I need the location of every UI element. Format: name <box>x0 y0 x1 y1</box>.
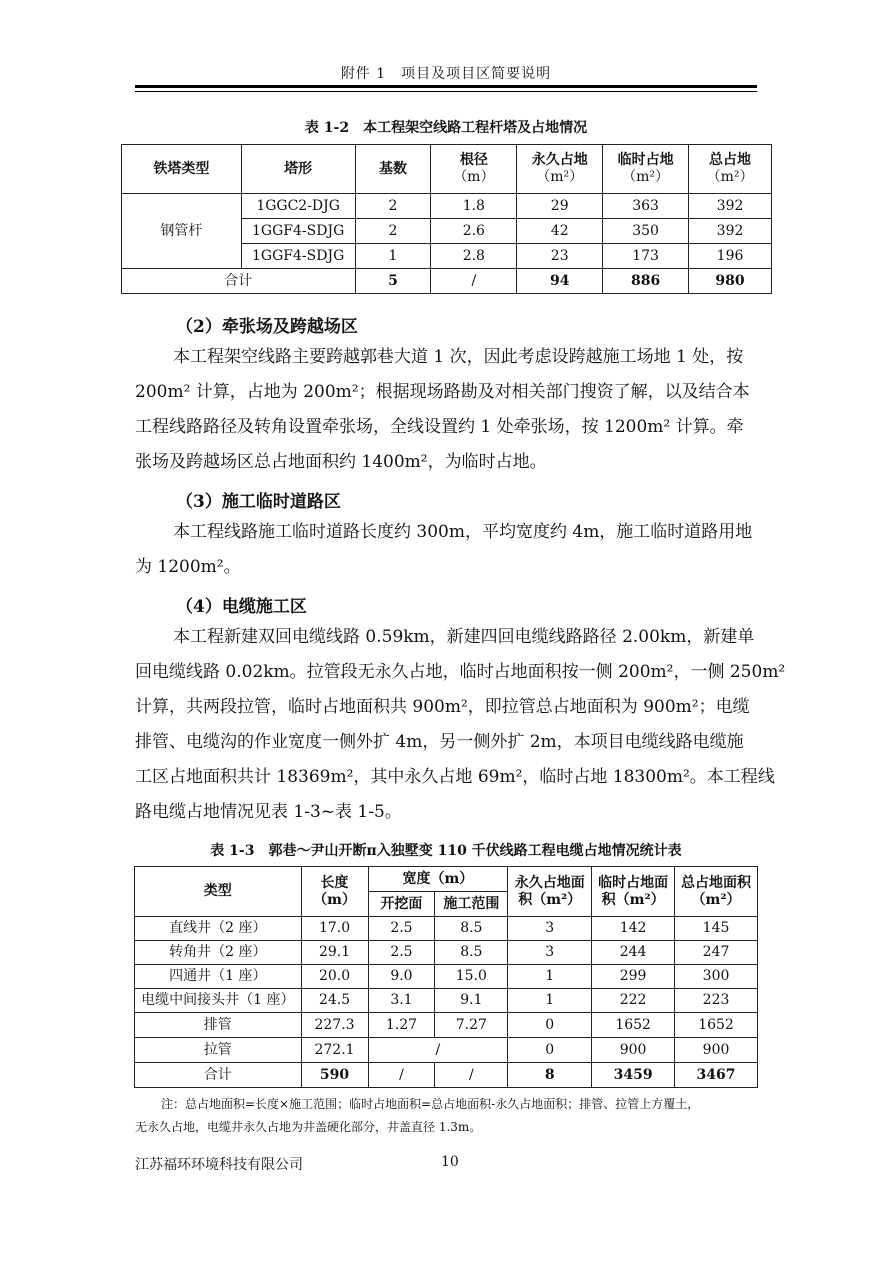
section-heading-4: （4）电缆施工区 <box>176 597 307 617</box>
cell: 9.1 <box>435 989 508 1013</box>
cell: 2.6 <box>431 219 517 244</box>
header-text: 永久占地面 <box>514 874 585 891</box>
paragraph-line: 本工程架空线路主要跨越郭巷大道 1 次，因此考虑设跨越施工场地 1 处，按 <box>173 347 744 367</box>
paragraph-line: 200m² 计算，占地为 200m²；根据现场路勘及对相关部门搜资了解，以及结合本 <box>135 382 750 402</box>
cell: 转角井（2 座） <box>135 941 302 965</box>
cell: 244 <box>592 941 675 965</box>
cell: 17.0 <box>301 917 368 941</box>
table-row <box>135 989 758 1013</box>
header-cell <box>431 145 517 194</box>
cell: / <box>435 1063 508 1088</box>
header-unit: （m²） <box>622 169 670 185</box>
cell: 363 <box>603 194 689 219</box>
cell: / <box>368 1038 508 1063</box>
cell: 直线井（2 座） <box>135 917 302 941</box>
header-cell: 类型 <box>135 867 302 917</box>
cell: 1.8 <box>431 194 517 219</box>
paragraph-3 <box>135 515 757 585</box>
table-row <box>135 917 758 941</box>
paragraph-line: 张场及跨越场区总占地面积约 1400m²，为临时占地。 <box>135 452 547 472</box>
page-header: 附件 1 项目及项目区简要说明 <box>340 66 552 82</box>
cell: 299 <box>592 965 675 989</box>
table-row <box>135 1038 758 1063</box>
cell: 8 <box>508 1063 592 1088</box>
section-heading-3: （3）施工临时道路区 <box>176 492 341 512</box>
cell: 2.5 <box>368 941 435 965</box>
header-text: 临时占地 <box>617 152 674 168</box>
cell: 1 <box>508 965 592 989</box>
cell: 3467 <box>675 1063 758 1088</box>
cell: 142 <box>592 917 675 941</box>
header-cell <box>675 867 758 917</box>
cell: 2.8 <box>431 244 517 269</box>
table1-caption: 表 1-2 本工程架空线路工程杆塔及占地情况 <box>304 120 588 136</box>
header-unit: （m²） <box>706 169 754 185</box>
table-row <box>135 965 758 989</box>
cell: 2 <box>355 219 431 244</box>
paragraph-line: 路电缆占地情况见表 1-3~表 1-5。 <box>135 802 402 822</box>
cell: 222 <box>592 989 675 1013</box>
section-heading-2: （2）牵张场及跨越场区 <box>176 317 358 337</box>
cell: 392 <box>689 194 772 219</box>
cell: 886 <box>603 269 689 294</box>
header-rule-thin <box>135 91 757 92</box>
footer-company: 江苏福环环境科技有限公司 <box>135 1157 303 1173</box>
cell: 29 <box>517 194 603 219</box>
total-label: 合计 <box>122 269 356 294</box>
table-note <box>135 1093 757 1139</box>
cell: 173 <box>603 244 689 269</box>
tower-table <box>121 144 772 294</box>
cell: 3 <box>508 917 592 941</box>
paragraph-line: 工程线路路径及转角设置牵张场，全线设置约 1 处牵张场，按 1200m² 计算。牵 <box>135 417 744 437</box>
table-header-row <box>122 145 772 194</box>
paragraph-line: 本工程新建双回电缆线路 0.59km，新建四回电缆线路路径 2.00km，新建单 <box>173 627 755 647</box>
table-row <box>122 194 772 219</box>
cell: 5 <box>355 269 431 294</box>
table-total-row <box>122 269 772 294</box>
paragraph-line: 工区占地面积共计 18369m²，其中永久占地 69m²，临时占地 18300m²。本工程线 <box>135 767 775 787</box>
table-row <box>135 941 758 965</box>
header-unit: （m） <box>313 891 356 908</box>
cell: 3.1 <box>368 989 435 1013</box>
total-label: 合计 <box>135 1063 302 1088</box>
cell: 1 <box>355 244 431 269</box>
cell: 1652 <box>592 1013 675 1038</box>
cell: 900 <box>592 1038 675 1063</box>
paragraph-line: 排管、电缆沟的作业宽度一侧外扩 4m，另一侧外扩 2m，本项目电缆线路电缆施 <box>135 732 744 752</box>
header-unit: （m²） <box>691 891 741 908</box>
cell: 排管 <box>135 1013 302 1038</box>
cell: 227.3 <box>301 1013 368 1038</box>
page-number: 10 <box>441 1154 459 1170</box>
cell: 2.5 <box>368 917 435 941</box>
table2-caption: 表 1-3 郭巷～尹山开断π入独墅变 110 千伏线路工程电缆占地情况统计表 <box>210 843 682 859</box>
cell: 24.5 <box>301 989 368 1013</box>
header-text: 总占地 <box>709 152 752 168</box>
note-line: 无永久占地，电缆井永久占地为井盖硬化部分，井盖直径 1.3m。 <box>135 1120 482 1134</box>
header-text: 长度 <box>320 874 349 891</box>
cell: 196 <box>689 244 772 269</box>
header-unit: （m²） <box>536 169 584 185</box>
header-cell <box>592 867 675 917</box>
cell: 1 <box>508 989 592 1013</box>
header-unit: （m） <box>453 169 495 185</box>
header-cell: 开挖面 <box>368 892 435 917</box>
cell: 350 <box>603 219 689 244</box>
cell: 15.0 <box>435 965 508 989</box>
table-total-row <box>135 1063 758 1088</box>
header-text: 总占地面积 <box>681 874 752 891</box>
cell: 电缆中间接头井（1 座） <box>135 989 302 1013</box>
paragraph-line: 为 1200m²。 <box>135 557 241 577</box>
cell: 1GGC2-DJG <box>241 194 355 219</box>
cell: 300 <box>675 965 758 989</box>
header-cell <box>603 145 689 194</box>
cell: 145 <box>675 917 758 941</box>
cell: 1652 <box>675 1013 758 1038</box>
cell: 0 <box>508 1013 592 1038</box>
group-cell: 钢管杆 <box>122 194 242 269</box>
cell: 四通井（1 座） <box>135 965 302 989</box>
cell: 3 <box>508 941 592 965</box>
cell: 900 <box>675 1038 758 1063</box>
cell: 223 <box>675 989 758 1013</box>
cell: 1GGF4-SDJG <box>241 244 355 269</box>
cell: 23 <box>517 244 603 269</box>
header-cell: 塔形 <box>241 145 355 194</box>
header-rule-thick <box>135 85 757 88</box>
paragraph-2 <box>135 340 757 480</box>
header-cell: 基数 <box>355 145 431 194</box>
cable-table <box>134 866 758 1088</box>
cell: 0 <box>508 1038 592 1063</box>
header-cell <box>517 145 603 194</box>
paragraph-4 <box>135 620 786 830</box>
cell: 9.0 <box>368 965 435 989</box>
header-cell <box>301 867 368 917</box>
header-text: 根径 <box>459 152 488 168</box>
header-cell <box>508 867 592 917</box>
paragraph-line: 计算，共两段拉管，临时占地面积共 900m²，即拉管总占地面积为 900m²；电缆 <box>135 697 750 717</box>
header-text: 永久占地 <box>531 152 588 168</box>
header-cell: 施工范围 <box>435 892 508 917</box>
cell: 1GGF4-SDJG <box>241 219 355 244</box>
cell: 29.1 <box>301 941 368 965</box>
header-cell <box>689 145 772 194</box>
cell: 42 <box>517 219 603 244</box>
cell: / <box>431 269 517 294</box>
note-line: 注：总占地面积=长度×施工范围；临时占地面积=总占地面积-永久占地面积；排管、拉管上方覆土， <box>161 1097 700 1111</box>
table-row <box>135 1013 758 1038</box>
cell: 20.0 <box>301 965 368 989</box>
paragraph-line: 本工程线路施工临时道路长度约 300m，平均宽度约 4m，施工临时道路用地 <box>173 522 753 542</box>
cell: 590 <box>301 1063 368 1088</box>
cell: 94 <box>517 269 603 294</box>
cell: 拉管 <box>135 1038 302 1063</box>
cell: 8.5 <box>435 941 508 965</box>
paragraph-line: 回电缆线路 0.02km。拉管段无永久占地，临时占地面积按一侧 200m²，一侧 250m² <box>135 662 786 682</box>
header-text: 临时占地面 <box>598 874 669 891</box>
cell: / <box>368 1063 435 1088</box>
cell: 1.27 <box>368 1013 435 1038</box>
cell: 980 <box>689 269 772 294</box>
cell: 7.27 <box>435 1013 508 1038</box>
table-header-row <box>135 867 758 892</box>
cell: 272.1 <box>301 1038 368 1063</box>
header-cell: 宽度（m） <box>368 867 508 892</box>
header-unit: 积（m²） <box>601 891 665 908</box>
cell: 247 <box>675 941 758 965</box>
header-unit: 积（m²） <box>518 891 582 908</box>
cell: 8.5 <box>435 917 508 941</box>
cell: 2 <box>355 194 431 219</box>
cell: 3459 <box>592 1063 675 1088</box>
header-cell: 铁塔类型 <box>122 145 242 194</box>
cell: 392 <box>689 219 772 244</box>
